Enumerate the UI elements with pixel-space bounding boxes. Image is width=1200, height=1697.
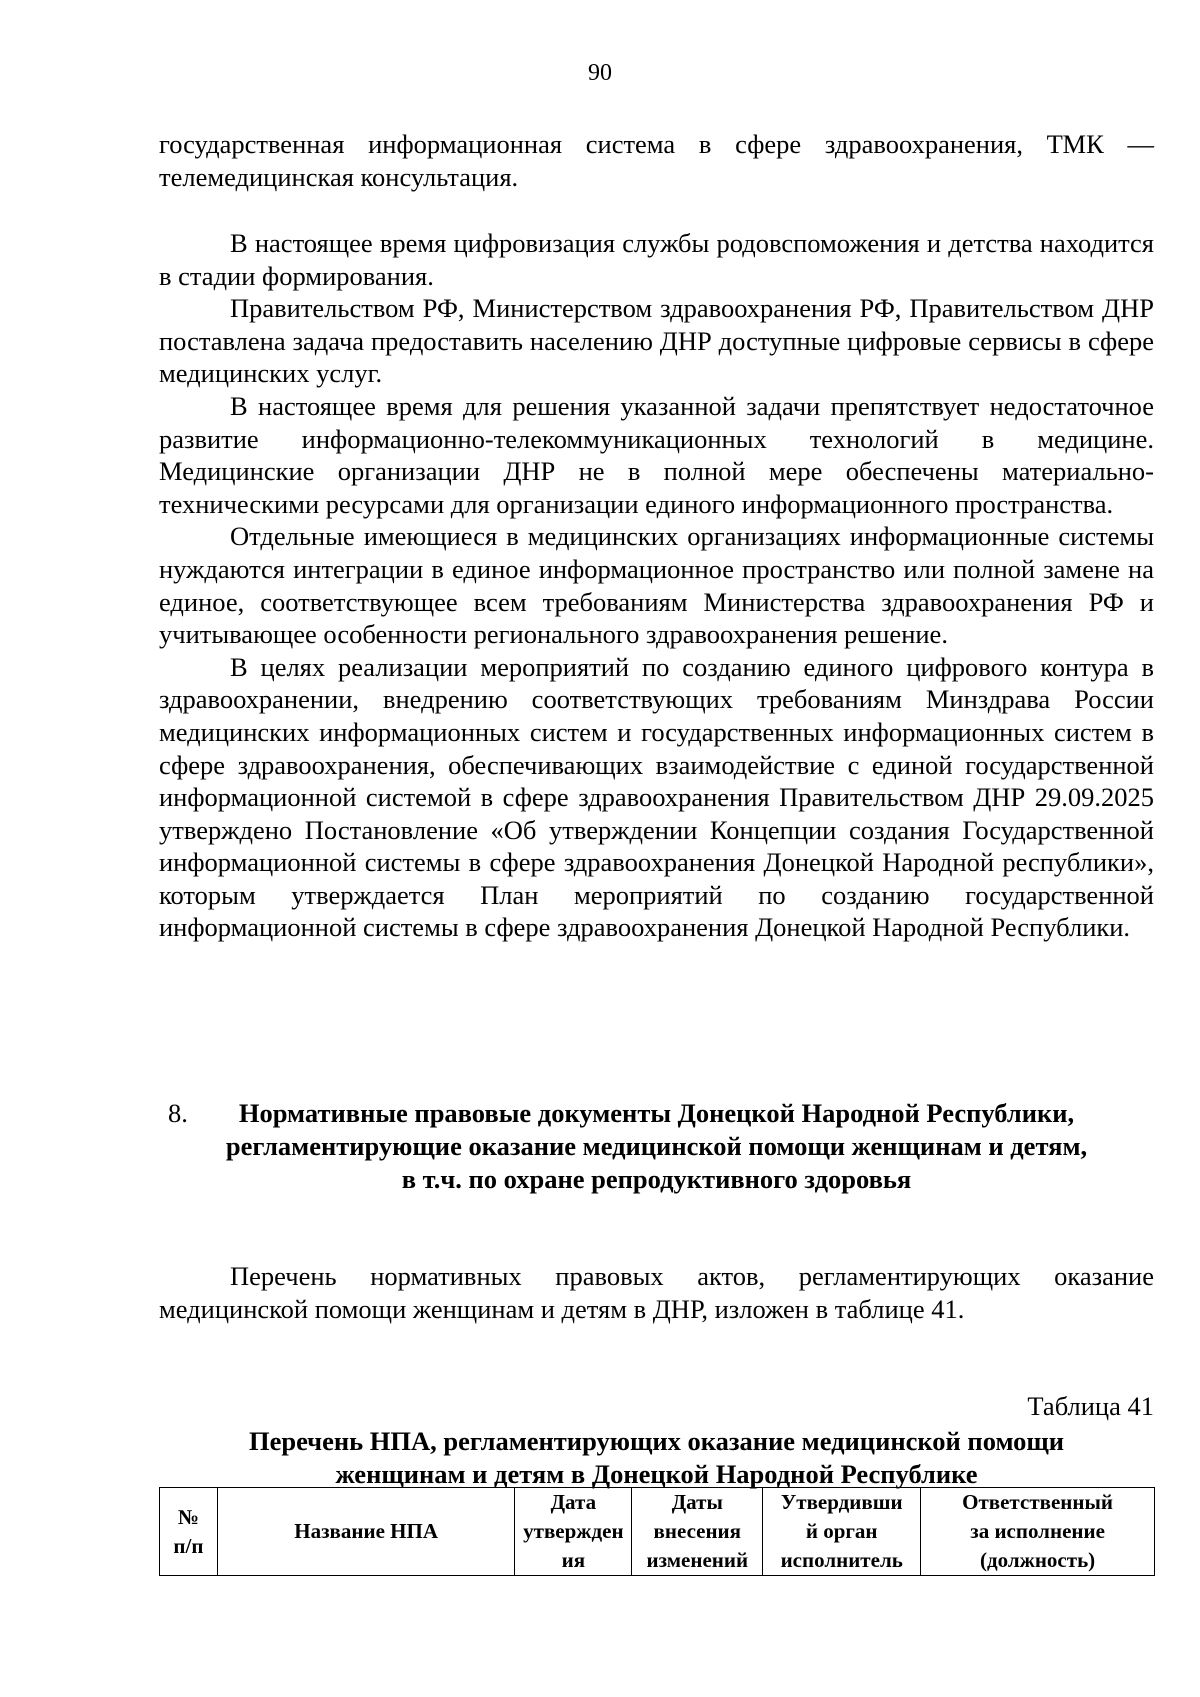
header-number (160, 1488, 218, 1576)
npa-table (159, 1487, 1155, 1576)
header-line: за исполнение (970, 1519, 1105, 1543)
header-line: исполнитель (780, 1548, 903, 1572)
table-label: Таблица 41 (1027, 1391, 1154, 1421)
header-line: внесения (653, 1519, 742, 1543)
table-title-line: Перечень НПА, регламентирующих оказание медицинской помощи (248, 1426, 1065, 1456)
intro-text (159, 128, 1154, 193)
paragraph: В целях реализации мероприятий по созданию единого цифрового контура в здравоохранении, внедрению соответствующих требованиям Минздрава России медицинских информационных систем и государственных информационных систем в сфере здравоохранения, обеспечивающих взаимодействие с единой государственной информационной системой в сфере здравоохранения Правительством ДНР 29.09.2025 утверждено Постановление «Об утверждении Концепции создания Государственной информационной системы в сфере здравоохранения Донецкой Народной республики», которым утверждается План мероприятий по созданию государственной информационной системы в сфере здравоохранения Донецкой Народной Республики. (159, 651, 1154, 943)
page-number: 90 (588, 60, 612, 86)
header-name (217, 1488, 514, 1576)
table-title (159, 1425, 1154, 1491)
header-line: № (177, 1504, 199, 1529)
section-heading (159, 1097, 1154, 1196)
section-title-line: Нормативные правовые документы Донецкой Народной Республики, (238, 1098, 1075, 1128)
paragraph: Отдельные имеющиеся в медицинских организациях информационные системы нуждаются интеграции в единое информационное пространство или полной замене на единое, соответствующее всем требованиям Министерства здравоохранения РФ и учитывающее особенности регионального здравоохранения решение. (159, 521, 1154, 650)
header-line: й орган (805, 1519, 878, 1543)
paragraph: государственная информационная система в сфере здравоохранения, ТМК — телемедицинская консультация. (159, 129, 1154, 192)
paragraph: Правительством РФ, Министерством здравоохранения РФ, Правительством ДНР поставлена задача предоставить населению ДНР доступные цифровые сервисы в сфере медицинских услуг. (159, 293, 1154, 389)
header-line: Даты (671, 1490, 723, 1514)
header-line: ия (561, 1548, 586, 1572)
section-intro-text (159, 1260, 1154, 1325)
body-text (159, 227, 1154, 944)
header-line: изменений (646, 1548, 749, 1572)
header-responsible (921, 1488, 1155, 1576)
section-title-line: регламентирующие оказание медицинской помощи женщинам и детям, (225, 1131, 1088, 1161)
header-line: утвержден (523, 1519, 624, 1543)
paragraph: В настоящее время цифровизация службы родовспоможения и детства находится в стадии формирования. (159, 228, 1154, 291)
paragraph: В настоящее время для решения указанной задачи препятствует недостаточное развитие информационно-телекоммуникационных технологий в медицине. Медицинские организации ДНР не в полной мере обеспечены материально-техническими ресурсами для организации единого информационного пространства. (159, 390, 1154, 519)
header-line: (должность) (979, 1548, 1096, 1572)
section-number: 8. (168, 1098, 188, 1128)
header-line: п/п (173, 1533, 204, 1558)
header-approval-date (515, 1488, 632, 1576)
header-line: Название НПА (294, 1519, 438, 1543)
table-header-row (160, 1488, 1155, 1576)
header-line: Утвердивши (780, 1490, 903, 1514)
header-approving-body (763, 1488, 921, 1576)
header-amendment-dates (632, 1488, 763, 1576)
paragraph: Перечень нормативных правовых актов, регламентирующих оказание медицинской помощи женщинам и детям в ДНР, изложен в таблице 41. (159, 1261, 1154, 1324)
header-line: Дата (550, 1490, 597, 1514)
table-title-line: женщинам и детям в Донецкой Народной Республике (335, 1459, 978, 1489)
section-title-line: в т.ч. по охране репродуктивного здоровья (401, 1164, 912, 1194)
header-line: Ответственный (962, 1490, 1114, 1514)
